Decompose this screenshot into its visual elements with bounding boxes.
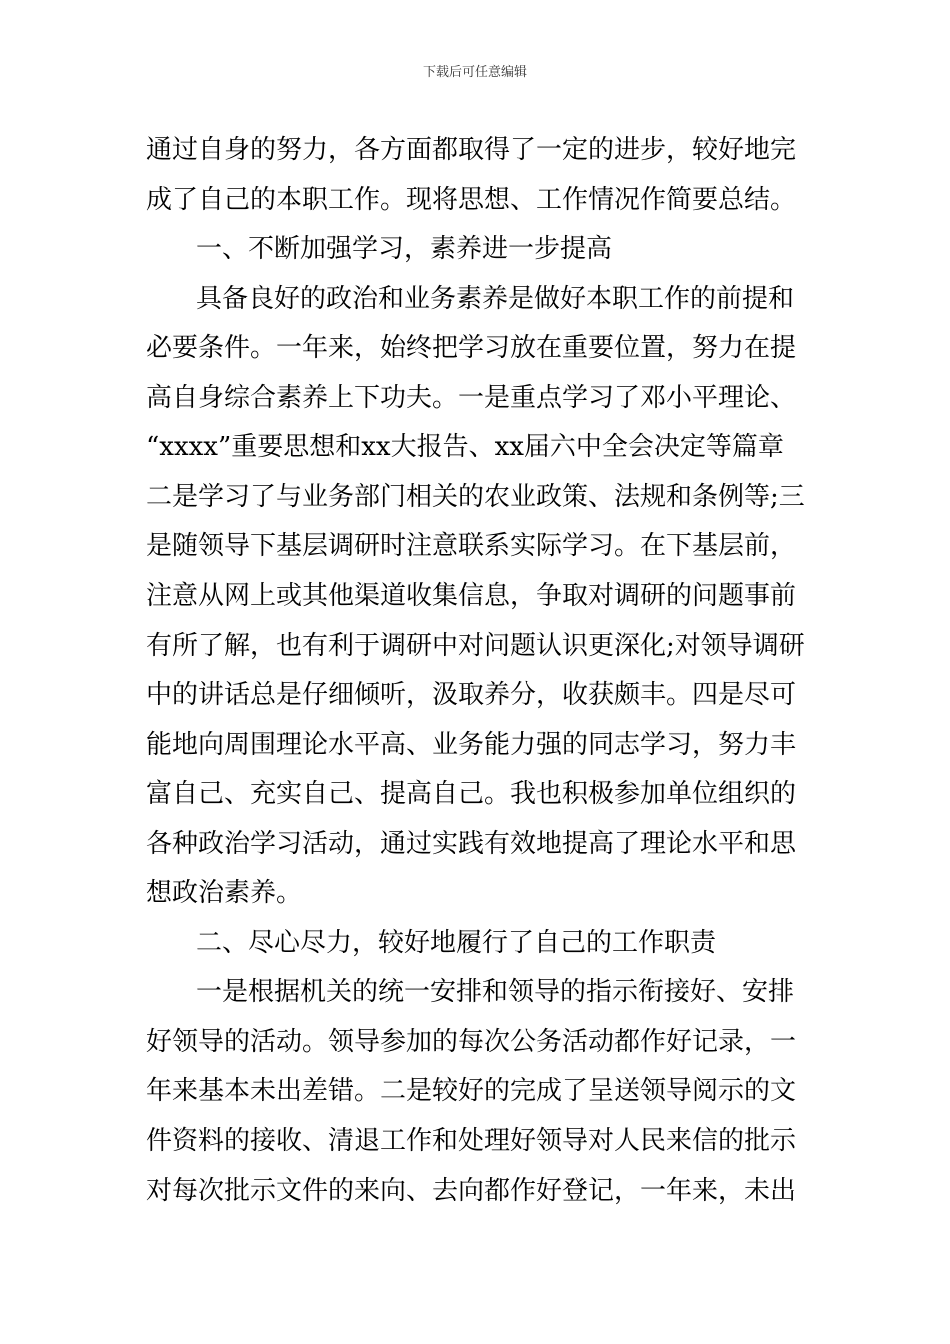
text-line-16: 想政治素养。 (146, 878, 303, 908)
text-line-10: 注意从网上或其他渠道收集信息，争取对调研的问题事前 (146, 581, 797, 611)
text-line-7: “xxxx”重要思想和xx大报告、xx届六中全会决定等篇章 (146, 432, 784, 462)
text-line-21: 件资料的接收、清退工作和处理好领导对人民来信的批示 (146, 1126, 797, 1156)
text-line-1: 通过自身的努力，各方面都取得了一定的进步，较好地完 (146, 135, 797, 165)
text-line-12: 中的讲话总是仔细倾听，汲取养分，收获颇丰。四是尽可 (146, 680, 797, 710)
text-line-4: 具备良好的政治和业务素养是做好本职工作的前提和 (196, 284, 795, 314)
text-line-22: 对每次批示文件的来向、去向都作好登记，一年来，未出 (146, 1176, 797, 1206)
text-line-2: 成了自己的本职工作。现将思想、工作情况作简要总结。 (146, 185, 797, 215)
text-line-9: 是随领导下基层调研时注意联系实际学习。在下基层前， (146, 531, 797, 561)
text-line-14: 富自己、充实自己、提高自己。我也积极参加单位组织的 (146, 779, 797, 809)
text-line-8: 二是学习了与业务部门相关的农业政策、法规和条例等;三 (146, 482, 805, 512)
text-line-15: 各种政治学习活动，通过实践有效地提高了理论水平和思 (146, 829, 797, 859)
section-heading-1: 一、不断加强学习，素养进一步提高 (196, 234, 613, 264)
header-note: 下载后可任意编辑 (422, 65, 527, 80)
text-line-11: 有所了解，也有利于调研中对问题认识更深化;对领导调研 (146, 631, 805, 661)
text-line-18: 一是根据机关的统一安排和领导的指示衔接好、安排 (196, 977, 795, 1007)
text-line-6: 高自身综合素养上下功夫。一是重点学习了邓小平理论、 (146, 383, 797, 413)
text-line-5: 必要条件。一年来，始终把学习放在重要位置，努力在提 (146, 333, 797, 363)
text-line-19: 好领导的活动。领导参加的每次公务活动都作好记录，一 (146, 1027, 797, 1057)
section-heading-2: 二、尽心尽力，较好地履行了自己的工作职责 (196, 928, 717, 958)
text-line-20: 年来基本未出差错。二是较好的完成了呈送领导阅示的文 (146, 1076, 797, 1106)
text-line-13: 能地向周围理论水平高、业务能力强的同志学习，努力丰 (146, 730, 797, 760)
